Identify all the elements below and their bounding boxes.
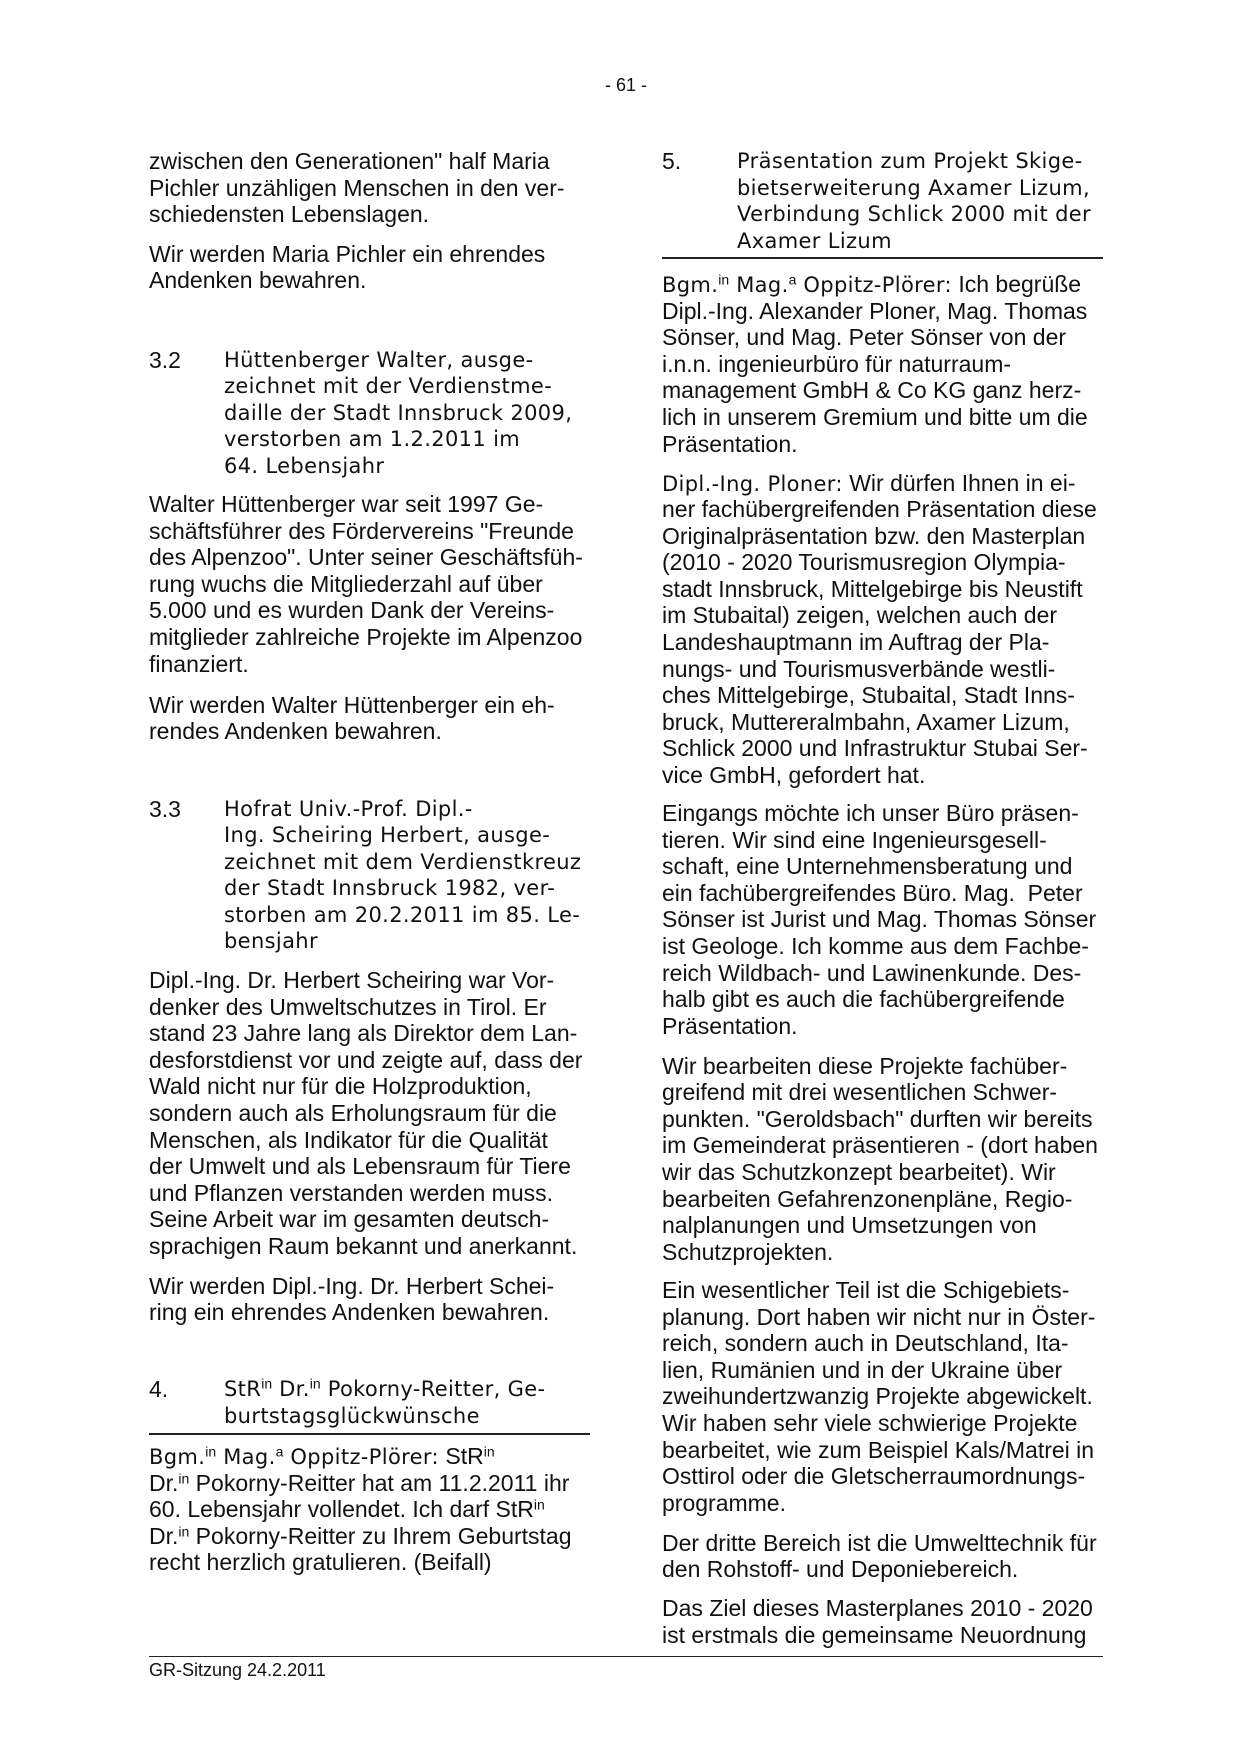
heading-number: 3.2 (149, 346, 181, 373)
text-line: vice GmbH, gefordert hat. (662, 762, 926, 789)
text-line: lich in unserem Gremium und bitte um die (662, 403, 1088, 430)
text-line: zeichnet mit der Verdienstme- (224, 374, 553, 399)
text-segment: Wir dürfen Ihnen in ei- (842, 469, 1076, 496)
text-line: Wir werden Maria Pichler ein ehrendes (149, 240, 546, 267)
paragraph (149, 148, 594, 228)
paragraph (149, 241, 594, 294)
text-line: bruck, Muttereralmbahn, Axamer Lizum, (662, 708, 1070, 735)
paragraph (149, 491, 594, 677)
paragraph (662, 470, 1107, 789)
footer-text: GR-Sitzung 24.2.2011 (149, 1660, 326, 1680)
superscript: a (788, 271, 797, 288)
text-line: nungs- und Tourismusverbände westli- (662, 655, 1056, 682)
text-segment: Ich begrüße (951, 271, 1082, 297)
superscript: a (275, 1443, 284, 1460)
text-line: reich Wildbach- und Lawinenkunde. Des- (662, 959, 1082, 986)
text-line: schaft, eine Unternehmensberatung und (662, 853, 1073, 880)
text-line: mitglieder zahlreiche Projekte im Alpenzoo (149, 623, 583, 650)
text-line: Landeshauptmann im Auftrag der Pla- (662, 629, 1050, 656)
text-line: Wald nicht nur für die Holzproduktion, (149, 1073, 532, 1100)
text-line: im Gemeinderat präsentieren - (dort haben (662, 1132, 1098, 1159)
text-line: rung wuchs die Mitgliederzahl auf über (149, 570, 543, 597)
superscript: in (533, 1496, 545, 1513)
text-segment: 60. Lebensjahr vollendet. Ich darf StR (149, 1496, 534, 1523)
text-line: Pichler unzähligen Menschen in den ver- (149, 174, 565, 201)
superscript: in (178, 1523, 190, 1540)
text-line: zwischen den Generationen" half Maria (149, 148, 550, 174)
superscript: in (309, 1375, 321, 1392)
text-line: Seine Arbeit war im gesamten deutsch- (149, 1206, 550, 1233)
text-line: daille der Stadt Innsbruck 2009, (224, 400, 573, 425)
text-line: und Pflanzen verstanden werden muss. (149, 1179, 554, 1206)
text-line: bearbeitet, wie zum Beispiel Kals/Matrei in (662, 1436, 1095, 1463)
heading-text (737, 148, 1107, 254)
text-line: zweihundertzwanzig Projekte abgewickelt. (662, 1383, 1093, 1410)
text-line: programme. (662, 1489, 786, 1516)
text-line: ist erstmals die gemeinsame Neuordnung (662, 1621, 1087, 1648)
heading-underline (662, 257, 1103, 259)
text-line: recht herzlich gratulieren. (Beifall) (149, 1549, 492, 1576)
text-line: lien, Rumänien und in der Ukraine über (662, 1356, 1063, 1383)
text-line: der Stadt Innsbruck 1982, ver- (224, 876, 556, 901)
text-line: Wir werden Walter Hüttenberger ein eh- (149, 691, 555, 718)
superscript: in (261, 1375, 273, 1392)
text-line: ner fachübergreifenden Präsentation diese (662, 496, 1097, 523)
text-segment: Pokorny-Reitter, Ge- (320, 1377, 546, 1402)
text-line: tieren. Wir sind eine Ingenieursgesell- (662, 826, 1047, 853)
text-line: 64. Lebensjahr (224, 453, 385, 478)
text-line: des Alpenzoo". Unter seiner Geschäftsfüh- (149, 544, 583, 571)
text-line: Wir bearbeiten diese Projekte fachüber- (662, 1052, 1068, 1079)
speaker-name: Oppitz-Plörer: (796, 273, 952, 297)
text-line: burtstagsglückwünsche (224, 1403, 480, 1428)
text-line (224, 1376, 594, 1403)
text-line: bearbeiten Gefahrenzonenpläne, Regio- (662, 1185, 1073, 1212)
text-segment: Dr. (272, 1377, 310, 1402)
text-line: punkten. "Geroldsbach" durften wir bereits (662, 1105, 1093, 1132)
heading-number: 3.3 (149, 795, 181, 822)
paragraph (662, 271, 1107, 457)
paragraph (149, 1273, 594, 1326)
text-line: Ing. Scheiring Herbert, ausge- (224, 823, 551, 848)
text-line: stadt Innsbruck, Mittelgebirge bis Neustift (662, 575, 1083, 602)
text-segment: StR (224, 1377, 262, 1402)
text-line: wir das Schutzkonzept bearbeitet). Wir (662, 1159, 1056, 1186)
text-line: im Stubaital) zeigen, welchen auch der (662, 602, 1058, 629)
text-line: ring ein ehrendes Andenken bewahren. (149, 1299, 550, 1326)
text-line (149, 1523, 594, 1550)
text-segment: Dr. (149, 1522, 179, 1549)
page-number: - 61 - (604, 75, 647, 95)
text-line: finanziert. (149, 650, 249, 677)
text-line: Dipl.-Ing. Dr. Herbert Scheiring war Vor- (149, 967, 555, 993)
text-line (662, 470, 1107, 497)
text-line: sprachigen Raum bekannt und anerkannt. (149, 1232, 578, 1259)
text-line: greifend mit drei wesentlichen Schwer- (662, 1079, 1058, 1106)
text-line: Dipl.-Ing. Alexander Ploner, Mag. Thomas (662, 297, 1088, 324)
text-line: reich, sondern auch in Deutschland, Ita- (662, 1330, 1069, 1357)
superscript: in (205, 1443, 217, 1460)
text-line: Originalpräsentation bzw. den Masterplan (662, 522, 1086, 549)
superscript: in (483, 1443, 495, 1460)
heading-text (224, 1376, 594, 1429)
text-line: rendes Andenken bewahren. (149, 718, 442, 745)
text-segment: StR (438, 1443, 484, 1469)
text-line: halb gibt es auch die fachübergreifende (662, 986, 1065, 1013)
text-line: Ein wesentlicher Teil ist die Schigebiets- (662, 1277, 1070, 1303)
text-line: Präsentation. (662, 430, 798, 457)
heading-text (224, 796, 594, 956)
text-line: (2010 - 2020 Tourismusregion Olympia- (662, 549, 1066, 576)
text-line: 5.000 und es wurden Dank der Vereins- (149, 597, 555, 624)
text-line: Präsentation. (662, 1012, 798, 1039)
paragraph (149, 1443, 594, 1576)
text-line: i.n.n. ingenieurbüro für naturraum- (662, 350, 1012, 377)
text-segment: Pokorny-Reitter zu Ihrem Geburtstag (189, 1522, 572, 1549)
speaker-name: Mag. (216, 1445, 276, 1469)
text-line: nalplanungen und Umsetzungen von (662, 1212, 1037, 1239)
text-line: storben am 20.2.2011 im 85. Le- (224, 902, 581, 927)
text-line (662, 271, 1107, 298)
text-line: bensjahr (224, 929, 318, 954)
speaker-name: Oppitz-Plörer: (283, 1445, 439, 1469)
paragraph (149, 692, 594, 745)
text-line: schäftsführer des Fördervereins "Freunde (149, 517, 574, 544)
text-segment: Pokorny-Reitter hat am 11.2.2011 ihr (189, 1469, 570, 1496)
text-line: denker des Umweltschutzes in Tirol. Er (149, 993, 547, 1020)
superscript: in (718, 271, 730, 288)
heading-number: 4. (149, 1376, 169, 1403)
paragraph (662, 1053, 1107, 1266)
text-line: management GmbH & Co KG ganz herz- (662, 377, 1082, 404)
paragraph (149, 967, 594, 1260)
text-line: Sönser ist Jurist und Mag. Thomas Sönser (662, 906, 1097, 933)
text-line: bietserweiterung Axamer Lizum, (737, 175, 1091, 200)
text-line: desforstdienst vor und zeigte auf, dass der (149, 1046, 583, 1073)
text-segment: Dr. (149, 1469, 179, 1496)
text-line: zeichnet mit dem Verdienstkreuz (224, 849, 582, 874)
text-line (149, 1470, 594, 1497)
text-line: Eingangs möchte ich unser Büro präsen- (662, 800, 1079, 826)
paragraph (662, 800, 1107, 1039)
text-line: Menschen, als Indikator für die Qualität (149, 1126, 548, 1153)
text-line: planung. Dort haben wir nicht nur in Öster- (662, 1303, 1096, 1330)
heading-text (224, 347, 594, 480)
text-line (149, 1443, 594, 1470)
paragraph (662, 1530, 1107, 1583)
heading-number: 5. (662, 148, 682, 174)
heading-underline (149, 1433, 590, 1435)
text-line: Walter Hüttenberger war seit 1997 Ge- (149, 491, 544, 517)
text-line: Hüttenberger Walter, ausge- (224, 347, 534, 372)
speaker-name: Mag. (729, 273, 789, 297)
superscript: in (178, 1469, 190, 1486)
text-line: ist Geologe. Ich komme aus dem Fachbe- (662, 932, 1089, 959)
text-line: Andenken bewahren. (149, 267, 367, 294)
footer-rule (149, 1656, 1103, 1657)
text-line: stand 23 Jahre lang als Direktor dem Lan- (149, 1020, 578, 1047)
text-line: Schlick 2000 und Infrastruktur Stubai Ser- (662, 735, 1088, 762)
text-line: Der dritte Bereich ist die Umwelttechnik für (662, 1529, 1097, 1556)
text-line: Das Ziel dieses Masterplanes 2010 - 2020 (662, 1595, 1093, 1622)
text-line: ein fachübergreifendes Büro. Mag. Peter (662, 879, 1083, 906)
text-line: Wir haben sehr viele schwierige Projekte (662, 1409, 1078, 1436)
text-line: Präsentation zum Projekt Skige- (737, 149, 1083, 173)
text-line: den Rohstoff- und Deponiebereich. (662, 1556, 1019, 1583)
paragraph (662, 1595, 1107, 1648)
text-line: Verbindung Schlick 2000 mit der (737, 202, 1092, 227)
speaker-name: Bgm. (149, 1445, 206, 1469)
speaker-name: Bgm. (662, 273, 719, 297)
text-line (149, 1496, 594, 1523)
text-line: schiedensten Lebenslagen. (149, 201, 430, 228)
text-line: sondern auch als Erholungsraum für die (149, 1099, 557, 1126)
text-line: Axamer Lizum (737, 228, 892, 253)
text-line: ches Mittelgebirge, Stubaital, Stadt Inns- (662, 682, 1075, 709)
text-line: Wir werden Dipl.-Ing. Dr. Herbert Schei- (149, 1272, 555, 1299)
speaker-name: Dipl.-Ing. Ploner: (662, 471, 843, 496)
text-line: Sönser, und Mag. Peter Sönser von der (662, 324, 1067, 351)
paragraph (662, 1277, 1107, 1516)
text-line: der Umwelt und als Lebensraum für Tiere (149, 1153, 571, 1180)
text-line: verstorben am 1.2.2011 im (224, 427, 521, 452)
text-line: Hofrat Univ.-Prof. Dipl.- (224, 796, 473, 821)
text-line: Schutzprojekten. (662, 1238, 834, 1265)
text-line: Osttirol oder die Gletscherraumordnungs- (662, 1463, 1086, 1490)
